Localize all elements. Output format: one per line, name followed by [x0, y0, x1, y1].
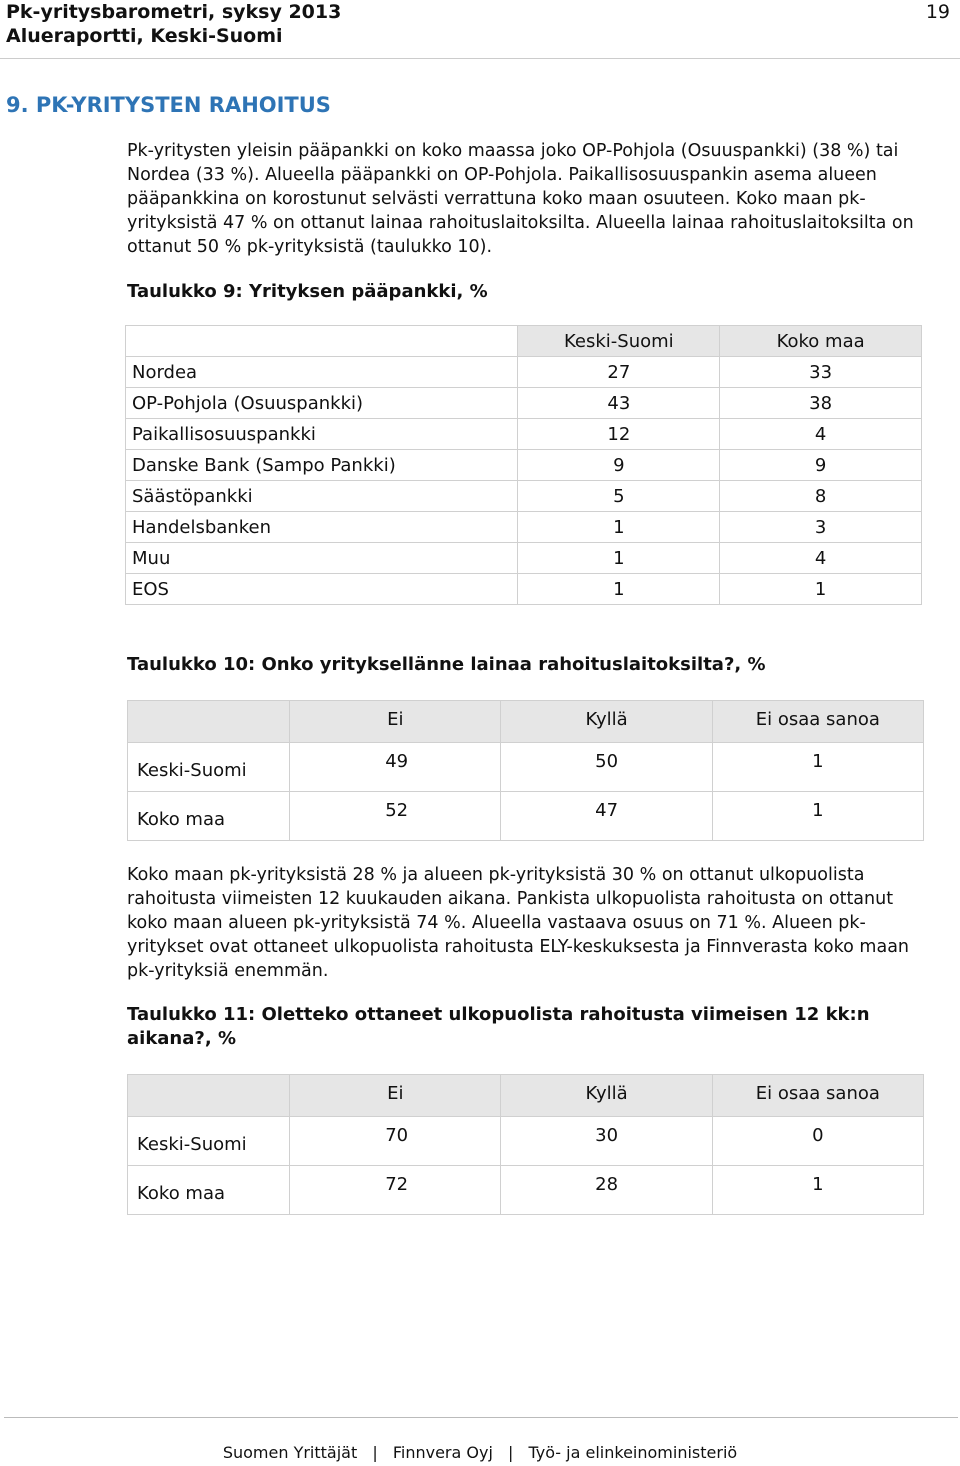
cell-koko-maa: 3: [720, 512, 922, 543]
cell-ei: 52: [290, 792, 501, 841]
header-cell-kylla: Kyllä: [501, 1075, 712, 1117]
footer-org-3: Työ- ja elinkeinoministeriö: [528, 1443, 738, 1462]
cell-ei-osaa-sanoa: 1: [712, 743, 923, 792]
cell-keski-suomi: 1: [518, 543, 720, 574]
cell-kylla: 47: [501, 792, 712, 841]
footer-separator: |: [507, 1443, 514, 1462]
header-cell-ei-osaa-sanoa: Ei osaa sanoa: [712, 701, 923, 743]
row-label: Nordea: [126, 357, 518, 388]
row-label: Muu: [126, 543, 518, 574]
row-label: Paikallisosuuspankki: [126, 419, 518, 450]
table-11: [127, 1074, 924, 1215]
document-header: [6, 0, 341, 48]
table-row: [126, 357, 922, 388]
table-header-row: [126, 326, 922, 357]
financing-paragraph: Koko maan pk-yrityksistä 28 % ja alueen pk-yrityksistä 30 % on ottanut ulkopuolista rahoitusta viimeisten 12 kuukauden aikana. Pankista ulkopuolista rahoitusta on ottanut koko maan alueen pk-yrityksistä 74 %. Alueella vastaava osuus on 71 %. Alueen pk-yritykset ovat ottaneet ulkopuolista rahoitusta ELY-keskuksesta ja Finnverasta koko maan pk-yrityksiä enemmän.: [127, 865, 910, 981]
row-label: OP-Pohjola (Osuuspankki): [126, 388, 518, 419]
row-label: Koko maa: [128, 792, 290, 841]
table-row: [128, 743, 924, 792]
table-row: [126, 574, 922, 605]
row-label: Keski-Suomi: [128, 743, 290, 792]
cell-keski-suomi: 12: [518, 419, 720, 450]
header-cell-ei: Ei: [290, 701, 501, 743]
footer-org-1: Suomen Yrittäjät: [222, 1443, 358, 1462]
header-cell-ei: Ei: [290, 1075, 501, 1117]
footer-separator: |: [372, 1443, 378, 1462]
row-label: Säästöpankki: [126, 481, 518, 512]
table-row: [128, 1117, 924, 1166]
section-title: 9. PK-YRITYSTEN RAHOITUS: [6, 93, 331, 117]
cell-kylla: 50: [501, 743, 712, 792]
table-10: [127, 700, 924, 841]
table11-caption: Taulukko 11: Oletteko ottaneet ulkopuolista rahoitusta viimeisen 12 kk:n aikana?, %: [127, 1004, 870, 1049]
cell-ei-osaa-sanoa: 0: [712, 1117, 923, 1166]
cell-ei-osaa-sanoa: 1: [712, 792, 923, 841]
table10-caption: Taulukko 10: Onko yrityksellänne lainaa rahoituslaitoksilta?, %: [127, 654, 766, 675]
cell-ei: 70: [290, 1117, 501, 1166]
report-subtitle: Alueraportti, Keski-Suomi: [6, 25, 283, 47]
table-row: [126, 450, 922, 481]
table-row: [126, 512, 922, 543]
cell-ei: 49: [290, 743, 501, 792]
table-9: [125, 325, 922, 605]
row-label: Koko maa: [128, 1166, 290, 1215]
cell-koko-maa: 8: [720, 481, 922, 512]
cell-koko-maa: 4: [720, 543, 922, 574]
cell-koko-maa: 1: [720, 574, 922, 605]
cell-ei-osaa-sanoa: 1: [712, 1166, 923, 1215]
table-row: [126, 419, 922, 450]
table-row: [126, 481, 922, 512]
table9-caption: Taulukko 9: Yrityksen pääpankki, %: [127, 281, 488, 302]
cell-keski-suomi: 1: [518, 574, 720, 605]
document-footer: [0, 1443, 960, 1463]
row-label: Handelsbanken: [126, 512, 518, 543]
table-row: [126, 388, 922, 419]
row-label: Keski-Suomi: [128, 1117, 290, 1166]
cell-keski-suomi: 9: [518, 450, 720, 481]
cell-koko-maa: 33: [720, 357, 922, 388]
table-row: [128, 1166, 924, 1215]
cell-kylla: 28: [501, 1166, 712, 1215]
table-header-row: [128, 701, 924, 743]
cell-kylla: 30: [501, 1117, 712, 1166]
footer-divider: [4, 1417, 958, 1418]
cell-keski-suomi: 27: [518, 357, 720, 388]
cell-keski-suomi: 1: [518, 512, 720, 543]
table-header-row: [128, 1075, 924, 1117]
cell-koko-maa: 4: [720, 419, 922, 450]
header-divider: [0, 58, 960, 59]
table-row: [126, 543, 922, 574]
header-cell-keski-suomi: Keski-Suomi: [518, 326, 720, 357]
report-title: Pk-yritysbarometri, syksy 2013: [6, 1, 342, 23]
header-cell-ei-osaa-sanoa: Ei osaa sanoa: [712, 1075, 923, 1117]
header-cell-kylla: Kyllä: [501, 701, 712, 743]
header-cell-empty: [128, 701, 290, 743]
cell-koko-maa: 38: [720, 388, 922, 419]
header-cell-koko-maa: Koko maa: [720, 326, 922, 357]
table-row: [128, 792, 924, 841]
row-label: Danske Bank (Sampo Pankki): [126, 450, 518, 481]
row-label: EOS: [126, 574, 518, 605]
cell-koko-maa: 9: [720, 450, 922, 481]
footer-org-2: Finnvera Oyj: [392, 1443, 493, 1462]
cell-ei: 72: [290, 1166, 501, 1215]
header-cell-empty: [128, 1075, 290, 1117]
header-cell-empty: [126, 326, 518, 357]
intro-paragraph: Pk-yritysten yleisin pääpankki on koko maassa joko OP-Pohjola (Osuuspankki) (38 %) tai Nordea (33 %). Alueella pääpankki on OP-Pohjola. Paikallisosuuspankin asema alueen pääpankkina on korostunut selvästi verrattuna koko maan osuuteen. Koko maan pk-yrityksistä 47 % on ottanut lainaa rahoituslaitoksilta. Alueella lainaa rahoituslaitoksilta on ottanut 50 % pk-yrityksistä (taulukko 10).: [127, 141, 914, 257]
cell-keski-suomi: 43: [518, 388, 720, 419]
page-number: 19: [925, 1, 950, 23]
cell-keski-suomi: 5: [518, 481, 720, 512]
